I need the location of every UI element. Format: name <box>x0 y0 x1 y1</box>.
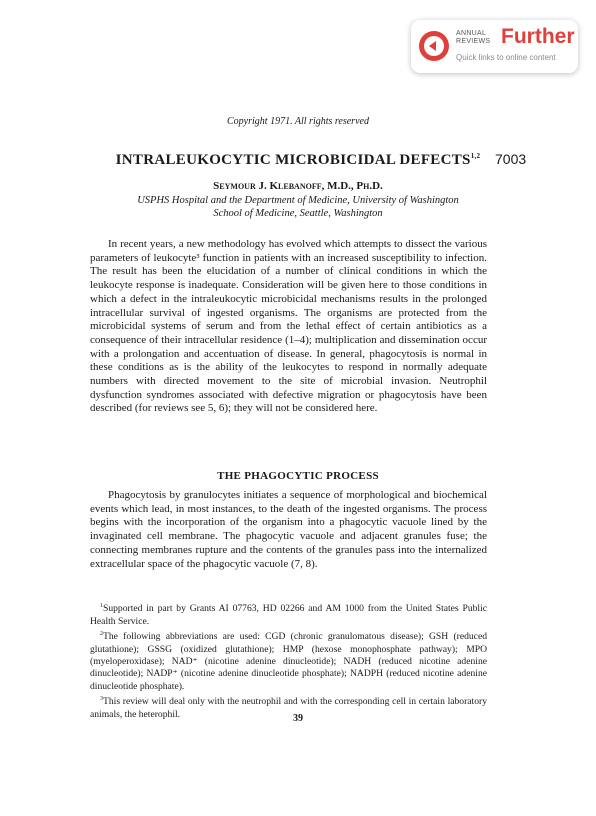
article-title: INTRALEUKOCYTIC MICROBICIDAL DEFECTS$^{1,2}$ <box>115 152 481 168</box>
further-brand: Further <box>501 25 575 48</box>
annual-reviews-label: ANNUAL REVIEWS <box>456 30 491 45</box>
footnote: $^2$The following abbreviations are used: CGD (chronic granulomatous disease); GSH (reduced glutathione); GSSG (oxidized glutathione); HMP (hexose monophosphate pathway); MPO (myeloperoxidase); NAD⁺ (nicotine adenine dinucleotide); NADH (reduced nicotine adenine dinucleotide); NADP⁺ (nicotine adenine dinucleotide phosphate); NADPH (reduced nicotine adenine dinucleotide phosphate). <box>90 631 487 692</box>
affiliation-line-2: School of Medicine, Seattle, Washington <box>213 208 383 219</box>
footnote: $^3$This review will deal only with the neutrophil and with the corresponding cell in certain laboratory animals, the heterophil. <box>90 696 487 720</box>
section-heading: THE PHAGOCYTIC PROCESS <box>217 470 379 482</box>
further-badge[interactable] <box>411 20 578 73</box>
copyright-notice: Copyright 1971. All rights reserved <box>227 116 369 127</box>
intro-paragraph: In recent years, a new methodology has evolved which attempts to dissect the various parameters of leukocyte³ function in patients with an increased susceptibility to infection. The result has been the elucidation of a number of clinical conditions in which the leukocyte response is inadequate. Consideration will be given here to those conditions in which a defect in the intraleukocytic microbicidal mechanisms results in the prolonged intracellular survival of ingested organisms. The organisms are protected from the microbicidal systems of serum and from the lethal effect of certain antibiotics as a consequence of their intracellular residence (1–4); multiplication and dissemination occur with a prolongation and accentuation of disease. In general, phagocytosis is normal in these conditions as is the ability of the leukocytes to respond in normally adequate numbers with directed movement to the site of microbial invasion. Neutrophil dysfunction syndromes associated with defective migration or phagocytosis have been described (for reviews see 5, 6); they will not be considered here. <box>90 238 487 415</box>
page-number: 39 <box>293 713 303 724</box>
section-paragraph: Phagocytosis by granulocytes initiates a sequence of morphological and biochemical events which lead, in most instances, to the death of the ingested organisms. The process begins with the incorporation of the organism into a phagocytic vacuole lined by the invaginated cell membrane. The phagocytic vacuole and adjacent granules fuse; the connecting membranes rupture and the contents of the granules pass into the internalized extracellular space of the phagocytic vacuole (7, 8). <box>90 489 487 570</box>
badge-subtitle: Quick links to online content <box>456 53 556 62</box>
intro-section <box>90 238 487 416</box>
back-arrow-icon[interactable] <box>419 31 449 61</box>
affiliation-line-1: USPHS Hospital and the Department of Medicine, University of Washington <box>137 195 459 206</box>
affiliation <box>0 194 596 220</box>
title-footnote-marks: 1,2 <box>470 152 481 160</box>
phagocytic-section <box>90 489 487 571</box>
author-name: Seymour J. Klebanoff, M.D., Ph.D. <box>213 180 383 192</box>
footnote: $^1$Supported in part by Grants AI 07763, HD 02266 and AM 1000 from the United States Public Health Service. <box>90 603 487 627</box>
reference-number: 7003 <box>495 151 527 167</box>
footnotes <box>90 600 487 721</box>
